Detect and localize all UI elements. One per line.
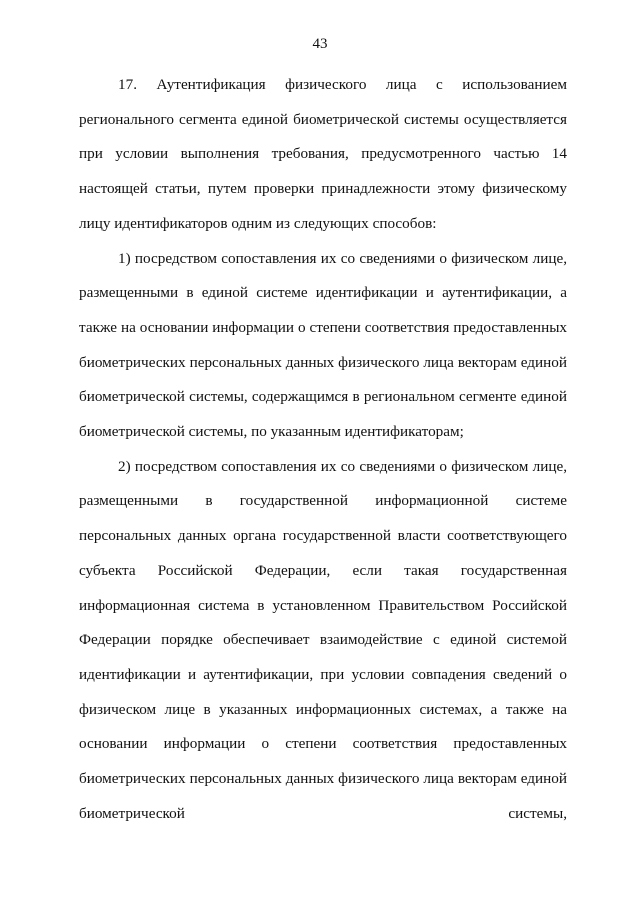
list-item-1: 1) посредством сопоставления их со сведениями о физическом лице, размещенными в единой системе идентификации и аутентификации, а также на основании информации о степени соответствия предоставленных биометрических персональных данных физического лица векторам единой биометрической системы, содержащимся в региональном сегменте единой биометрической системы, по указанным идентификаторам; — [79, 249, 567, 441]
list-item-2: 2) посредством сопоставления их со сведениями о физическом лице, размещенными в государственной информационной системе персональных данных органа государственной власти соответствующего субъекта Российской Федерации, если такая государственная информационная система в установленном Правительством Российской Федерации порядке обеспечивает взаимодействие с единой системой идентификации и аутентификации, при условии совпадения сведений о физическом лице в указанных информационных системах, а также на основании информации о степени соответствия предоставленных биометрических персональных данных физического лица векторам единой биометрической системы, — [79, 457, 567, 822]
page-number: 43 — [312, 36, 328, 52]
document-body — [79, 68, 567, 866]
paragraph-17-authentication: 17. Аутентификация физического лица с использованием регионального сегмента единой биометрической системы осуществляется при условии выполнения требования, предусмотренного частью 14 настоящей статьи, путем проверки принадлежности этому физическому лицу идентификаторов одним из следующих способов: — [79, 76, 567, 232]
